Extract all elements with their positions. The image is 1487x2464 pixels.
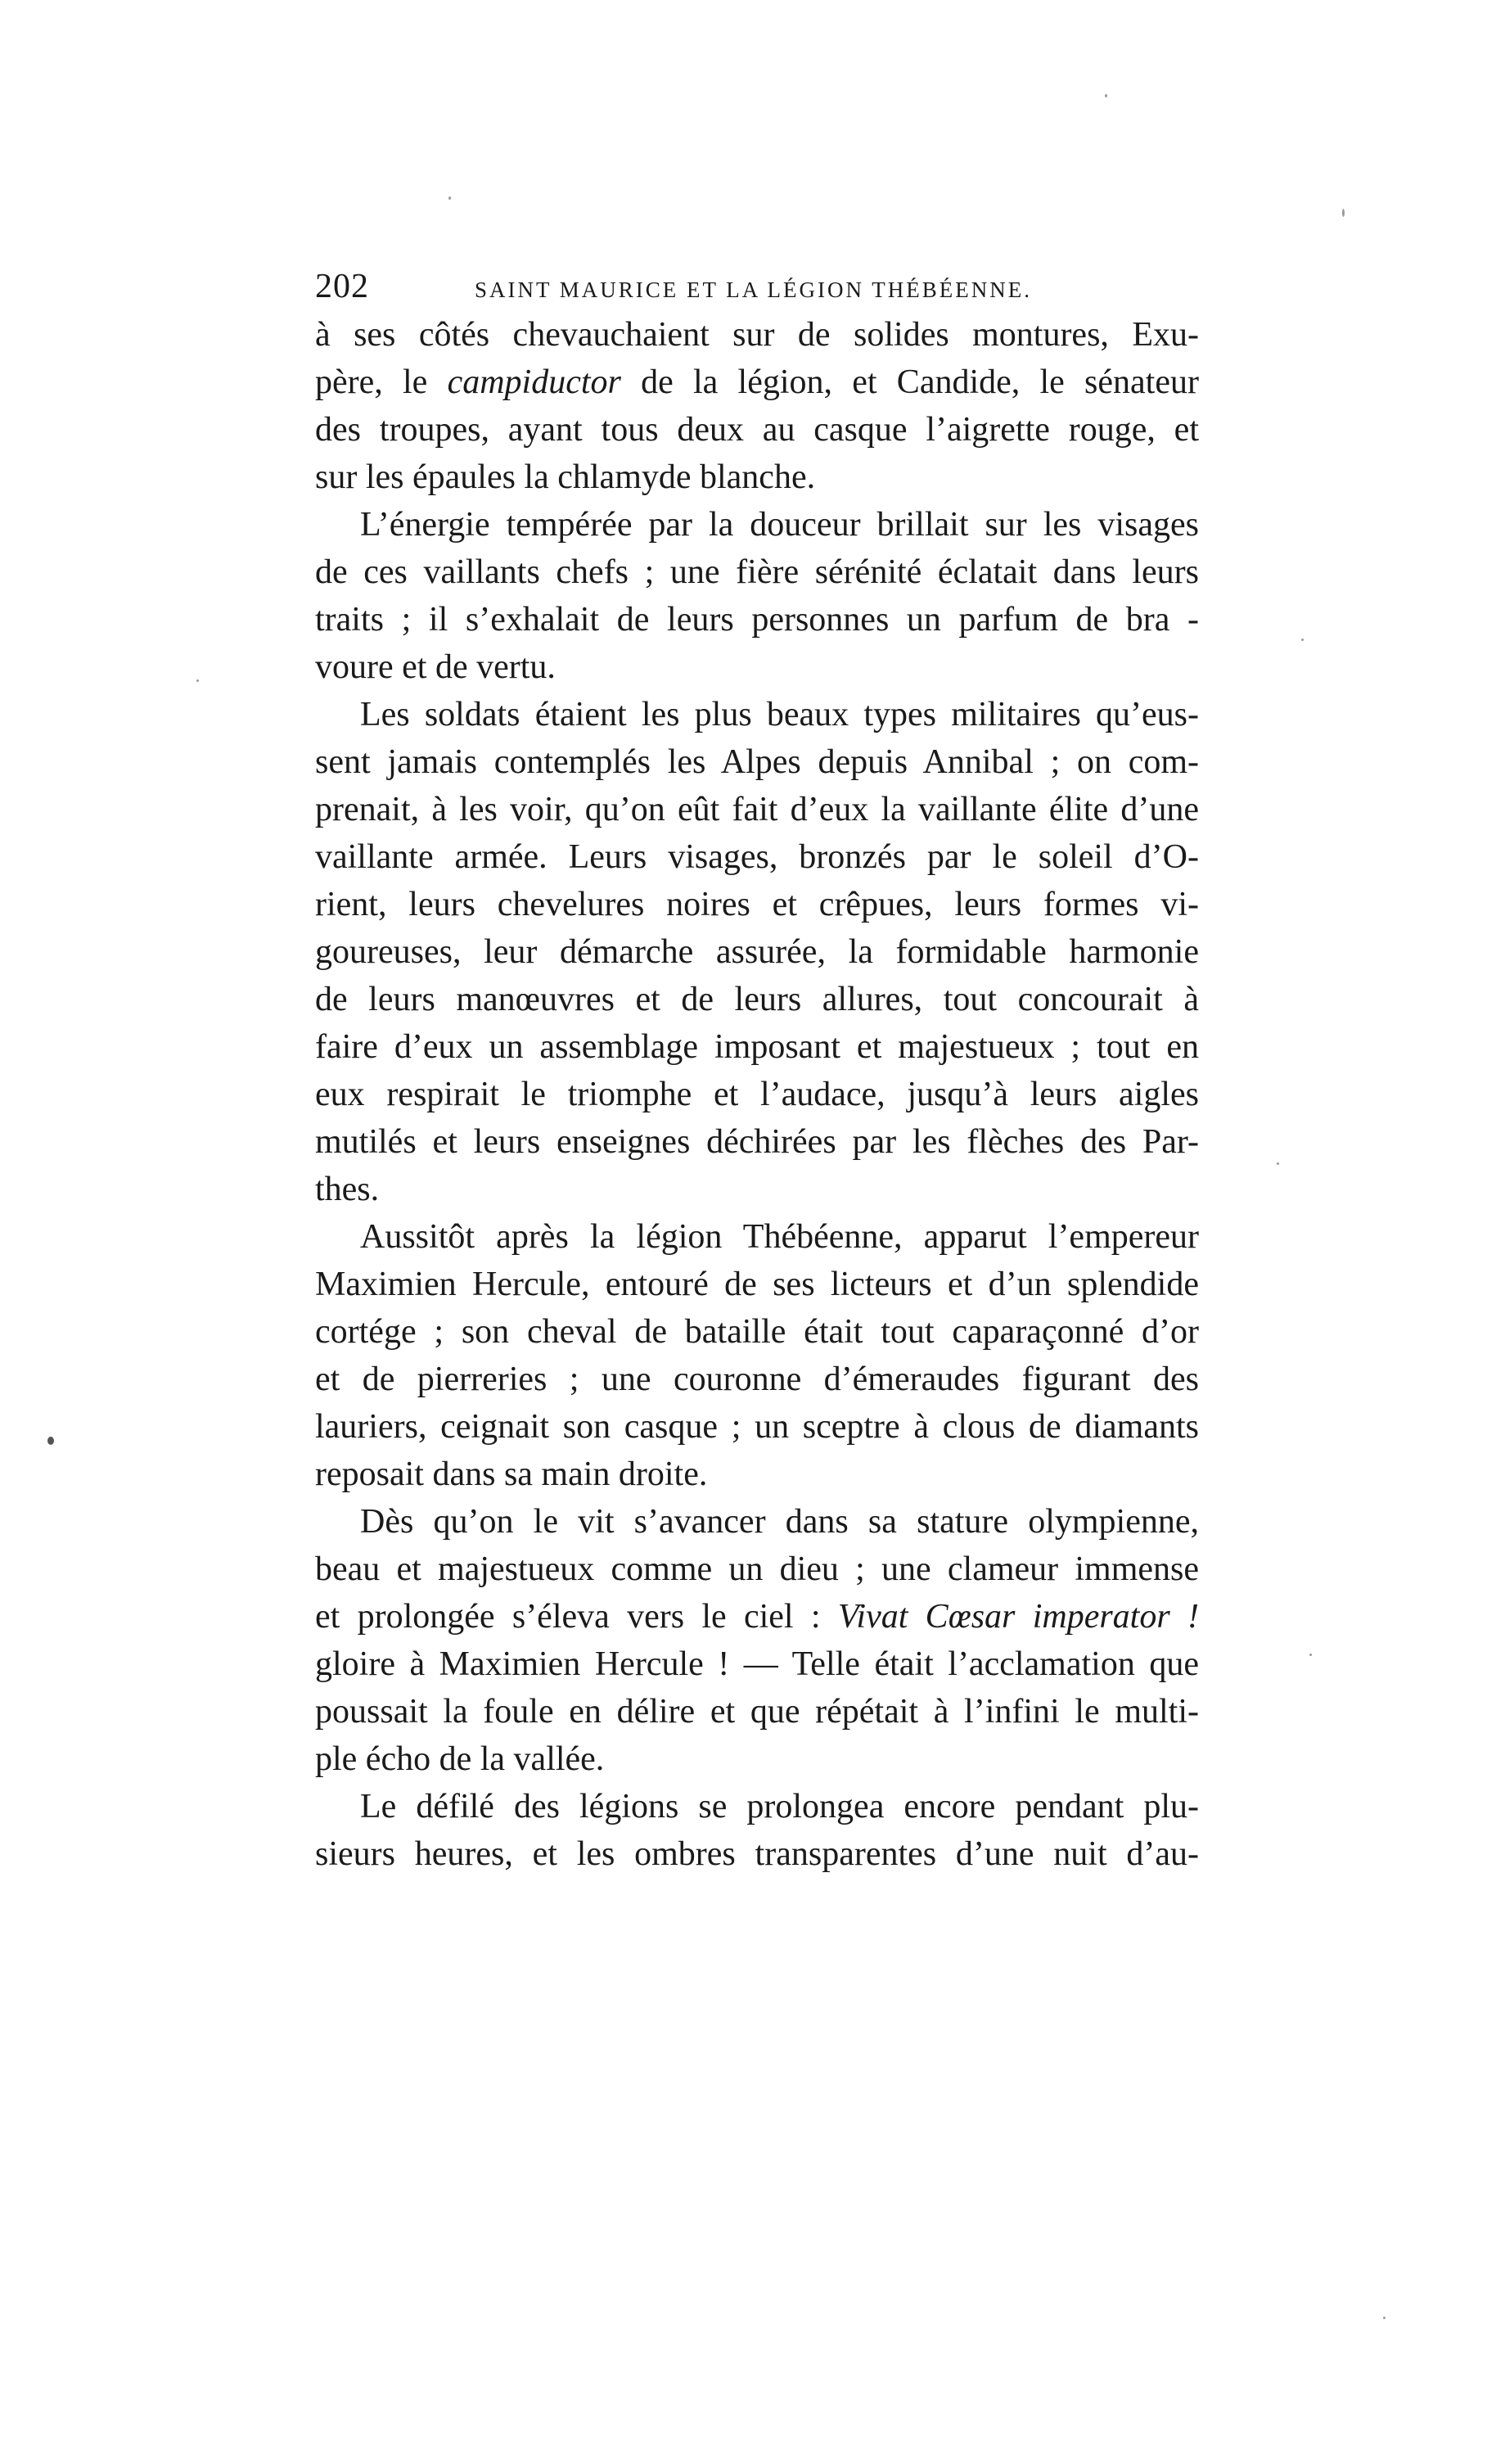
line-text: voure et de vertu. [315,648,556,686]
line-text: sur les épaules la chlamyde blanche. [315,458,816,496]
line-text: Maximien Hercule, entouré de ses licteurs et d’un splendide [315,1266,1199,1303]
italic-term: campiductor [447,363,621,401]
scan-speck [1383,2317,1386,2319]
text-line [315,548,1199,596]
line-text: ple écho de la vallée. [315,1740,605,1778]
page-header [315,262,1199,311]
line-text: goureuses, leur démarche assurée, la formidable harmonie [315,933,1199,971]
text-line [315,833,1199,881]
line-text: reposait dans sa main droite. [315,1455,708,1493]
text-line [315,881,1199,928]
line-text: de ces vaillants chefs ; une fière sérénité éclatait dans leurs [315,553,1199,591]
text-line [315,1403,1199,1451]
line-text: des troupes, ayant tous deux au casque l’aigrette rouge, et [315,411,1199,449]
line-text: Les soldats étaient les plus beaux types militaires qu’eus- [360,696,1199,733]
line-text: traits ; il s’exhalait de leurs personnes un parfum de bra - [315,601,1199,639]
text-line [315,1593,1199,1640]
line-text: L’énergie tempérée par la douceur brillait sur les visages [360,506,1199,544]
scan-speck [1277,1162,1279,1165]
line-text: faire d’eux un assemblage imposant et majestueux ; tout en [315,1028,1199,1066]
line-text: beau et majestueux comme un dieu ; une clameur immense [315,1550,1199,1588]
line-text-after: de la légion, et Candide, le sénateur [620,363,1199,401]
text-line [315,1118,1199,1166]
text-line [315,643,1199,691]
text-line [315,311,1199,359]
text-line [315,1261,1199,1308]
text-line [315,1166,1199,1213]
text-line [315,786,1199,833]
text-line [315,454,1199,501]
text-line [315,596,1199,643]
scan-speck [1309,1654,1312,1656]
text-line [315,976,1199,1023]
line-text: vaillante armée. Leurs visages, bronzés par le soleil d’O- [315,838,1199,876]
line-text: et de pierreries ; une couronne d’émeraudes figurant des [315,1361,1199,1398]
scan-speck [1301,639,1304,641]
running-title: SAINT MAURICE ET LA LÉGION THÉBÉENNE. [475,278,1032,302]
line-text: gloire à Maximien Hercule ! — Telle était l’acclamation que [315,1645,1199,1683]
line-text: Le défilé des légions se prolongea encore pendant plu- [360,1788,1199,1825]
text-line [315,1640,1199,1688]
text-line [315,691,1199,738]
line-text: lauriers, ceignait son casque ; un sceptre à clous de diamants [315,1408,1199,1446]
scan-speck [448,196,451,200]
text-line [315,1356,1199,1403]
text-line [315,738,1199,786]
line-text: sieurs heures, et les ombres transparentes d’une nuit d’au- [315,1835,1199,1873]
scan-speck [1342,209,1345,217]
line-text-before: et prolongée s’éleva vers le ciel : [315,1598,838,1636]
line-text: mutilés et leurs enseignes déchirées par les flèches des Par- [315,1123,1199,1161]
text-line [315,1071,1199,1118]
line-text: sent jamais contemplés les Alpes depuis Annibal ; on com- [315,743,1199,781]
line-text: thes. [315,1171,380,1208]
line-text: cortége ; son cheval de bataille était tout caparaçonné d’or [315,1313,1199,1351]
line-text: Aussitôt après la légion Thébéenne, apparut l’empereur [360,1218,1199,1256]
line-text: poussait la foule en délire et que répétait à l’infini le multi- [315,1693,1199,1731]
page-number: 202 [315,268,369,305]
text-line [315,1830,1199,1878]
line-text: Dès qu’on le vit s’avancer dans sa stature olympienne, [360,1503,1199,1541]
line-text: de leurs manœuvres et de leurs allures, tout concourait à [315,981,1199,1018]
text-line [315,1688,1199,1735]
text-line [315,1308,1199,1356]
line-text: à ses côtés chevauchaient sur de solides montures, Exu- [315,316,1199,354]
text-line [315,1783,1199,1830]
text-line [315,928,1199,976]
scan-speck [1105,94,1107,97]
text-line [315,1546,1199,1593]
text-line [315,1023,1199,1071]
scan-speck [47,1437,54,1445]
text-line [315,359,1199,406]
line-text: rient, leurs chevelures noires et crêpues, leurs formes vi- [315,886,1199,923]
text-line [315,1498,1199,1546]
line-text: prenait, à les voir, qu’on eût fait d’eux la vaillante élite d’une [315,791,1199,828]
italic-acclamation: Vivat Cœsar imperator ! [837,1598,1199,1636]
text-line [315,1213,1199,1261]
text-line [315,406,1199,454]
scan-speck [196,679,199,682]
line-text-before: père, le [315,363,448,401]
text-line [315,1735,1199,1783]
line-text: eux respirait le triomphe et l’audace, jusqu’à leurs aigles [315,1076,1199,1113]
body-text [315,311,1199,1948]
text-line [315,501,1199,548]
text-line [315,1451,1199,1498]
